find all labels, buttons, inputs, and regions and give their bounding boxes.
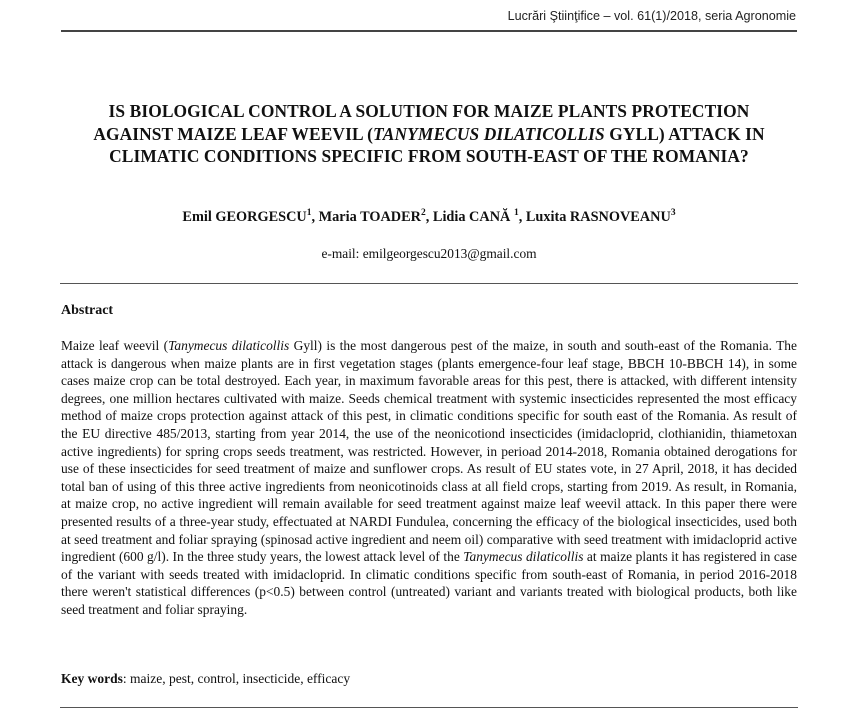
abstract-text: Gyll) is the most dangerous pest of the maize, in south and south-east of the Romania. The attack is dangerous when maize plants are in first vegetation stages (plants emergence-four leaf stage, BBCH 10-BBCH 14), in some cases maize crop can be total destroyed. Each year, in maximum favorable areas for this pest, there is attacked, with different intensity degrees, one million hectares cultivated with maize. Seeds chemical treatment with systemic insecticides represented the most efficacy method of maize crops protection against attack of this pest, in climatic conditions specific for south east of the Romania. As result of the EU directive 485/2013, starting from year 2014, the use of the neonicotiond insecticides (imidacloprid, clothianidin, thiametoxan active ingredients) for spring crops seeds treatment, was restricted. However, in perioad 2014-2018, Romania obtained derogations for use of these insecticides for seed treatment of maize and sunflower crops. As result of EU states vote, in 27 April, 2018, it has decided total ban of using of this three active ingredients from neonicotinoids class at all field crops, starting from 2019. As result, in Romania, at maize crop, no active ingredient will remain available for seed treatment against maize leaf weevil attack. In this paper there were presented results of a three-year study, effectuated at NARDI Fundulea, concerning the efficacy of the biological insecticides, used both at seed treatment and foliar spraying (spinosad active ingredient and neem oil) comparative with seed treatment with imidacloprid active ingredient (600 g/l). In the three study years, the lowest attack level of the bbox=[61, 338, 797, 565]
species-name: Tanymecus dilaticollis bbox=[168, 338, 290, 353]
abstract-bottom-rule bbox=[60, 707, 798, 708]
author-name: Emil GEORGESCU bbox=[182, 209, 307, 225]
paper-title bbox=[70, 100, 788, 168]
keywords-label: Key words bbox=[61, 671, 123, 686]
author-affiliation: 1 bbox=[306, 208, 312, 218]
title-part-2: GYLL) ATTACK IN CLIMATIC CONDITIONS SPECIFIC FROM SOUTH-EAST OF THE ROMANIA? bbox=[109, 123, 765, 166]
running-head: Lucrări Ştiinţifice – vol. 61(1)/2018, seria Agronomie bbox=[507, 9, 796, 23]
abstract-text: at maize plants it has registered in case of the variant with seeds treated with imidacloprid. In climatic conditions specific from south-east of Romania, in period 2016-2018 there weren't statistical differences (p<0.5) between control (untreated) variant and variants treated with biological products, both like seed treatment and foliar spraying. bbox=[61, 549, 797, 617]
abstract-top-rule bbox=[60, 283, 798, 284]
abstract-body bbox=[61, 337, 797, 619]
abstract-heading: Abstract bbox=[61, 303, 114, 318]
header-rule bbox=[61, 30, 797, 32]
author-list: Emil GEORGESCU$^1$, Maria TOADER$^2$, Lidia CANĂ $^1$, Luxita RASNOVEANU$^3$ bbox=[182, 208, 676, 225]
author-affiliation: 3 bbox=[670, 208, 676, 218]
author-affiliation: 2 bbox=[421, 208, 426, 218]
keywords-list: : maize, pest, control, insecticide, efficacy bbox=[122, 671, 351, 686]
author-affiliation: 1 bbox=[513, 208, 519, 218]
author-name: Luxita RASNOVEANU bbox=[525, 209, 671, 225]
abstract-text: Maize leaf weevil ( bbox=[61, 338, 169, 353]
keywords bbox=[61, 671, 350, 687]
species-name: Tanymecus dilaticollis bbox=[463, 549, 584, 565]
author-name: Lidia CANĂ bbox=[432, 209, 511, 225]
title-species: TANYMECUS DILATICOLLIS bbox=[373, 123, 605, 144]
title-part-1: IS BIOLOGICAL CONTROL A SOLUTION FOR MAIZE PLANTS PROTECTION AGAINST MAIZE LEAF WEEVIL ( bbox=[93, 101, 750, 144]
author-name: Maria TOADER bbox=[318, 209, 421, 225]
contact-email: e-mail: emilgeorgescu2013@gmail.com bbox=[321, 246, 537, 261]
